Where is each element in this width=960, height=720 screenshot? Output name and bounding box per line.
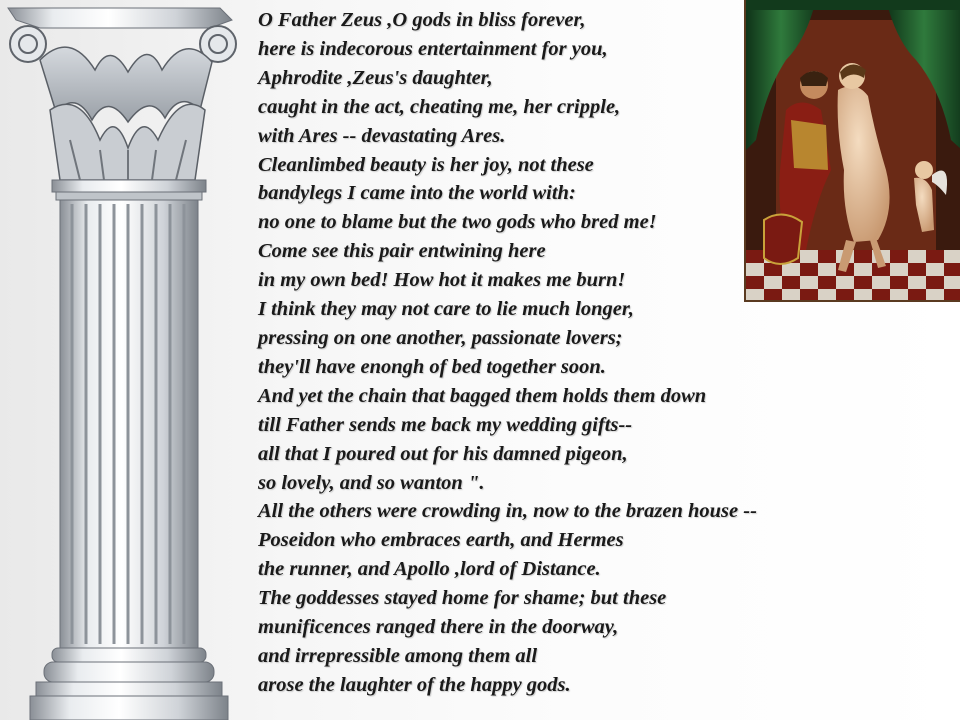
poem-line: I think they may not care to lie much longer, (258, 298, 634, 321)
poem-line: Poseidon who embraces earth, and Hermes (258, 529, 624, 552)
poem-line: so lovely, and so wanton ". (258, 471, 485, 494)
poem-line: till Father sends me back my wedding gifts-- (258, 413, 633, 436)
poem-line: bandylegs I came into the world with: (258, 182, 576, 205)
poem-line: the runner, and Apollo ,lord of Distance. (258, 558, 601, 581)
poem-line: with Ares -- devastating Ares. (258, 124, 506, 147)
poem-line: all that I poured out for his damned pigeon, (258, 442, 628, 465)
poem-line: O Father Zeus ,O gods in bliss forever, (258, 9, 586, 31)
poem-line: in my own bed! How hot it makes me burn! (258, 269, 626, 292)
poem-line: caught in the act, cheating me, her cripple, (258, 95, 621, 118)
poem-line: arose the laughter of the happy gods. (258, 673, 571, 696)
poem-line: pressing on one another, passionate lovers; (258, 326, 623, 349)
mars-venus-painting-image (744, 0, 960, 302)
poem-line: Cleanlimbed beauty is her joy, not these (258, 153, 594, 176)
poem-line: Aphrodite ,Zeus's daughter, (258, 66, 493, 89)
poem-line: no one to blame but the two gods who bred me! (258, 211, 657, 234)
poem-line: All the others were crowding in, now to the brazen house -- (258, 500, 757, 523)
poem-line: and irrepressible among them all (258, 644, 538, 667)
poem-line: here is indecorous entertainment for you, (258, 37, 608, 60)
poem-line: And yet the chain that bagged them holds them down (258, 384, 707, 407)
poem-line: they'll have enongh of bed together soon. (258, 355, 606, 378)
poem-line: munificences ranged there in the doorway, (258, 616, 619, 639)
poem-line: The goddesses stayed home for shame; but these (258, 587, 667, 610)
poem-line: Come see this pair entwining here (258, 240, 546, 263)
corinthian-column-image (0, 0, 256, 720)
